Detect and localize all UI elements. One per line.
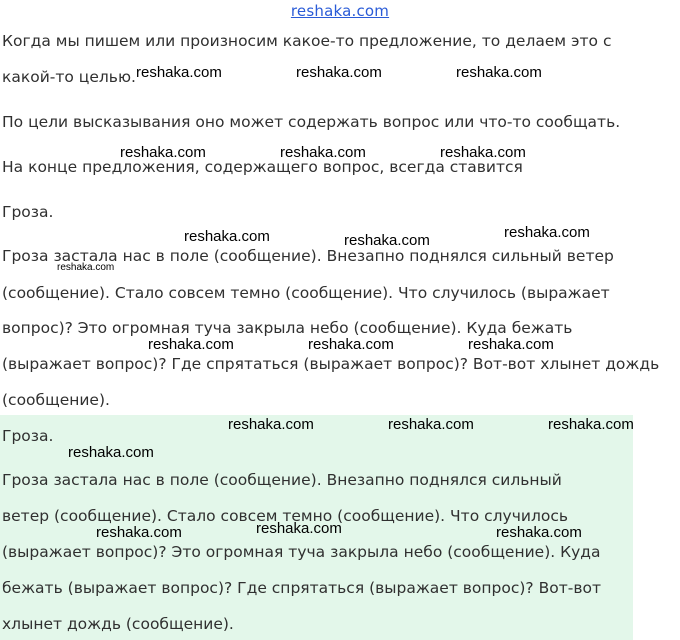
watermark: reshaka.com [184, 228, 270, 245]
answer-line: Гроза застала нас в поле (сообщение). Внезапно поднялся сильный [2, 471, 562, 489]
answer-line: Гроза. [2, 427, 54, 445]
question-line: Гроза застала нас в поле (сообщение). Внезапно поднялся сильный ветер [2, 247, 614, 265]
watermark: reshaka.com [388, 416, 474, 433]
watermark: reshaka.com [548, 416, 634, 433]
watermark: reshaka.com [57, 262, 115, 273]
watermark: reshaka.com [148, 336, 234, 353]
answer-line: (выражает вопрос)? Это огромная туча закрыла небо (сообщение). Куда [2, 543, 601, 561]
watermark: reshaka.com [68, 444, 154, 461]
watermark: reshaka.com [504, 224, 590, 241]
watermark: reshaka.com [344, 232, 430, 249]
watermark: reshaka.com [136, 64, 222, 81]
question-line: Когда мы пишем или произносим какое-то предложение, то делаем это с [2, 32, 612, 50]
watermark: reshaka.com [440, 144, 526, 161]
watermark: reshaka.com [280, 144, 366, 161]
question-line: (сообщение). [2, 391, 110, 409]
watermark: reshaka.com [456, 64, 542, 81]
question-line: Гроза. [2, 203, 54, 221]
watermark: reshaka.com [120, 144, 206, 161]
question-line: (сообщение). Стало совсем темно (сообщение). Что случилось (выражает [2, 284, 610, 302]
answer-line: ветер (сообщение). Стало совсем темно (сообщение). Что случилось [2, 507, 568, 525]
watermark: reshaka.com [96, 524, 182, 541]
watermark: reshaka.com [256, 520, 342, 537]
site-header-link[interactable]: reshaka.com [290, 2, 390, 20]
watermark: reshaka.com [296, 64, 382, 81]
answer-line: хлынет дождь (сообщение). [2, 615, 234, 633]
watermark: reshaka.com [468, 336, 554, 353]
answer-line: бежать (выражает вопрос)? Где спрятаться (выражает вопрос)? Вот-вот [2, 579, 601, 597]
watermark: reshaka.com [228, 416, 314, 433]
watermark: reshaka.com [496, 524, 582, 541]
question-line: По цели высказывания оно может содержать вопрос или что-то сообщать. [2, 113, 621, 131]
question-line: На конце предложения, содержащего вопрос, всегда ставится [2, 158, 523, 176]
question-line: вопрос)? Это огромная туча закрыла небо (сообщение). Куда бежать [2, 319, 573, 337]
watermark: reshaka.com [308, 336, 394, 353]
question-line: какой-то целью. [2, 68, 136, 86]
question-line: (выражает вопрос)? Где спрятаться (выражает вопрос)? Вот-вот хлынет дождь [2, 355, 660, 373]
